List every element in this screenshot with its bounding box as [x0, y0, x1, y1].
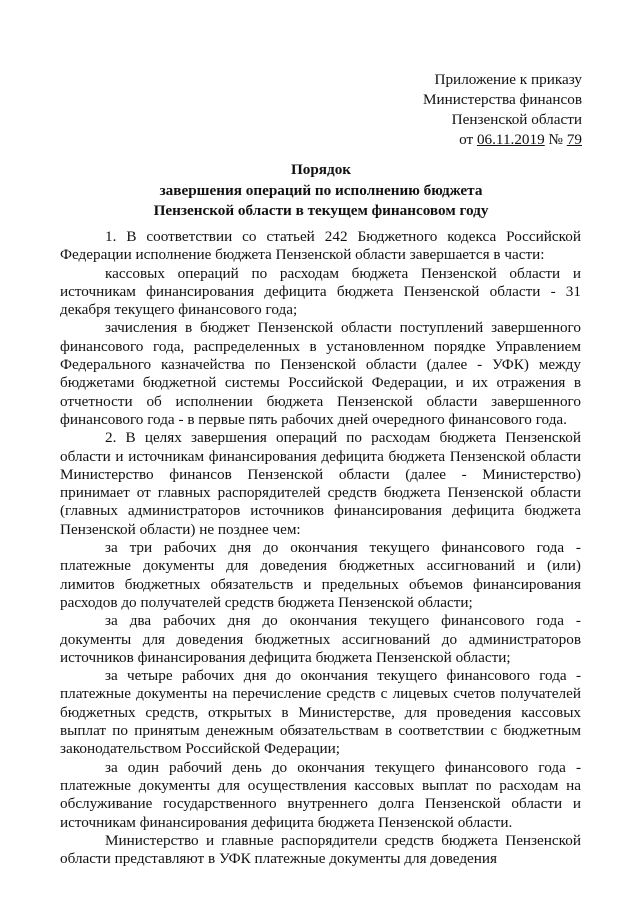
appendix-line-4: [423, 130, 582, 150]
paragraph-8: за один рабочий день до окончания текущего финансового года - платежные документы для осуществления кассовых выплат по расходам на обслуживание государственного внутреннего долга Пензенской области и источникам финансирования дефицита бюджета Пензенской области.: [60, 758, 581, 831]
appendix-line-1: Приложение к приказу: [434, 71, 582, 88]
paragraph-5: за три рабочих дня до окончания текущего финансового года - платежные документы для доведения бюджетных ассигнований и (или) лимитов бюджетных обязательств и предельных объемов финансирования расходов до получателей средств бюджета Пензенской области;: [60, 539, 581, 611]
title-line-2: завершения операций по исполнению бюджета: [159, 181, 483, 199]
appendix-line-3: Пензенской области: [451, 111, 582, 128]
appendix-number: 79: [566, 131, 582, 148]
paragraph-9: Министерство и главные распорядители средств бюджета Пензенской области представляют в УФК платежные документы для доведения: [60, 831, 581, 868]
paragraph-2: кассовых операций по расходам бюджета Пензенской области и источникам финансирования дефицита бюджета Пензенской области - 31 декабря текущего финансового года;: [60, 264, 581, 319]
appendix-line-2: Министерства финансов: [423, 91, 582, 108]
document-title: [60, 160, 582, 222]
title-line-1: Порядок: [290, 161, 352, 178]
paragraph-7: за четыре рабочих дня до окончания текущего финансового года - платежные документы на перечисление средств с лицевых счетов получателей бюджетных средств, открытых в Министерстве, для проведения кассовых выплат по принятым денежным обязательствам в соответствии с бюджетным законодательством Российской Федерации;: [60, 667, 581, 758]
appendix-date-prefix: от: [459, 131, 477, 148]
paragraph-4: 2. В целях завершения операций по расходам бюджета Пензенской области и источникам финансирования дефицита бюджета Пензенской области Министерство финансов Пензенской области (далее - Министерство) принимает от главных распорядителей средств бюджета Пензенской области (главных администраторов источников финансирования дефицита бюджета Пензенской области) не позднее чем:: [60, 429, 581, 538]
document-body: [60, 228, 581, 868]
paragraph-6: за два рабочих дня до окончания текущего финансового года - документы для доведения бюджетных ассигнований до администраторов источников финансирования дефицита бюджета Пензенской области;: [60, 612, 581, 666]
appendix-date: 06.11.2019: [476, 131, 545, 148]
paragraph-1: 1. В соответствии со статьей 242 Бюджетного кодекса Российской Федерации исполнение бюджета Пензенской области завершается в части:: [60, 228, 581, 264]
title-line-3: Пензенской области в текущем финансовом году: [153, 202, 489, 219]
appendix-number-prefix: №: [548, 131, 567, 148]
paragraph-3: зачисления в бюджет Пензенской области поступлений завершенного финансового года, распределенных в установленном порядке Управлением Федерального казначейства по Пензенской области (далее - УФК) между бюджетами бюджетной системы Российской Федерации, и их отражения в отчетности об исполнении бюджета Пензенской области завершенного финансового года - в первые пять рабочих дней очередного финансового года.: [60, 319, 581, 428]
appendix-header: [423, 70, 582, 150]
